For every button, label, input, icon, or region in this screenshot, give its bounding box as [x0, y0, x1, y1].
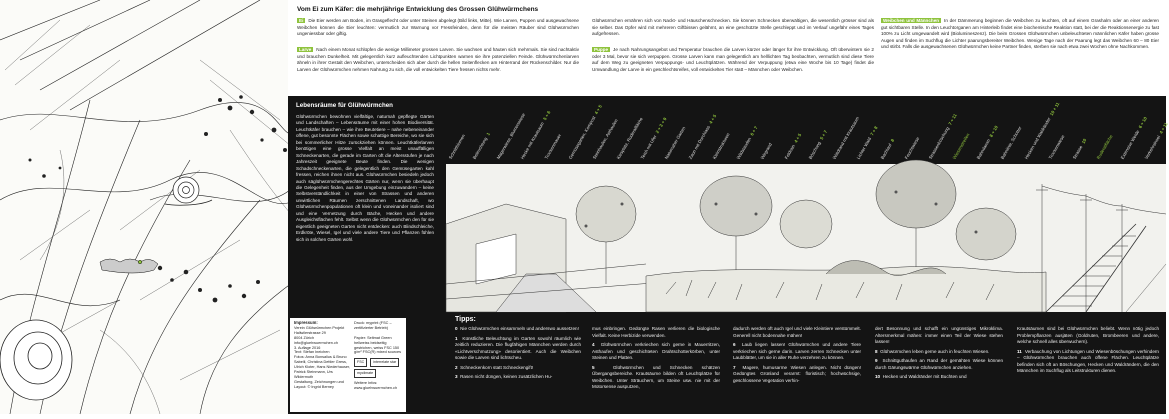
- tip-item: [455, 374, 581, 381]
- habitat-label: [1000, 126, 1023, 160]
- habitat-label-text: Steinhaufen, Asthaufen: [591, 118, 619, 160]
- habitat-label: [760, 142, 773, 160]
- stage-egg-paragraph: [297, 18, 579, 38]
- habitat-label-text: Wildstauden: [735, 136, 753, 160]
- habitat-label-text: Strassenböschung: [927, 125, 951, 160]
- tips-column-3: [733, 326, 861, 387]
- habitat-label-tip-number: 1: [485, 131, 491, 137]
- tips-column-5: [1017, 326, 1159, 378]
- paper-info: Papier: Seltmat Green hellweiss beidseitig gestrichen, weiss FSC 150 g/m² FSC(R) mixed sources: [354, 335, 402, 355]
- habitat-label-text: Waldrand mit Krautsaum: [831, 115, 861, 160]
- habitat-label-text: Strasse: [1071, 144, 1084, 160]
- tip-number: 10: [875, 374, 883, 379]
- tips-column-2: [592, 326, 720, 394]
- tip-number: 7: [733, 364, 743, 370]
- habitat-label-text: Bahndamm: [975, 138, 992, 160]
- habitat-label: [1048, 134, 1066, 160]
- left-garden-illustration: [0, 0, 296, 414]
- habitat-label-tip-number: 5 + 6: [542, 109, 552, 122]
- habitat-text-box: [288, 98, 440, 304]
- habitat-label-text: Gemüsegarten, Kompost: [567, 115, 597, 160]
- tip-text: Glühwürmchen verkriechen sich gerne in Mauerritzen, Asthaufen und geschichteten Drahtschotterkörben, unter Steinen und Platten.: [592, 342, 720, 360]
- habitat-label-text: Schnittblumen: [447, 133, 466, 160]
- tip-text: Glühwürmchen leben gerne auch in feuchten Wiesen.: [880, 348, 990, 354]
- tip-item: [733, 342, 861, 362]
- tip-item: [455, 326, 581, 333]
- myclimate-logo: myclimate: [354, 369, 376, 378]
- habitat-label: [1120, 116, 1148, 160]
- habitat-label: [1072, 138, 1088, 160]
- tips-column-1: [455, 326, 581, 384]
- habitat-label-strip: [446, 98, 1169, 164]
- imprint-right: [354, 321, 404, 391]
- stage-adult-paragraph: [881, 18, 1159, 51]
- tip-number: 0: [455, 326, 461, 331]
- tip-text: Hecken und Waldränder mit Buchten und: [882, 374, 967, 379]
- imprint-line: 8004 Zürich: [294, 335, 315, 340]
- tips-column-4: [875, 326, 1003, 384]
- tip-item: [455, 336, 581, 362]
- habitat-label: [880, 138, 896, 160]
- habitat-label-text: Extensive Weide: [1119, 129, 1141, 160]
- imprint-left: [294, 321, 352, 390]
- habitat-label-text: Feldrain: [783, 143, 796, 160]
- imprint-line: Fotos: Anna Bonsalius & Bruno Sabelli, Christina Dettler Gress, Ulrich Kloter, Hans Niederhauser, Patrick Steinmann, Urs Wildermuth: [294, 355, 351, 379]
- habitat-label: [664, 126, 687, 160]
- food-paragraph: Glühwürmchen ernähren sich von Nackt- und Häuschenschnecken. Sie können Schnecken überwältigen, die wesentlich grösser sind als sie selber. Das Opfer wird mit mehreren Giftbissen gelähmt, an eine geschützte Stelle geschleppt und im Verlauf ungefähr eines Tages aufgefressen.: [592, 18, 874, 36]
- stage-larva-text: Nach einem Monat schlüpfen die wenige Millimeter grossen Larven. Sie wachsen und häuten sich mehrmals. Sie sind nachtaktiv und brauchen Dunkelheit. Mit gelegentlich kurz aufleuchtenden Lichtpunkten warnen sie ihre potenziellen Feinde. Glühwürmchenlarven ähneln in ihrer Gestalt den Weibchen, unterscheiden sich aber durch die hellen Seitenflecken am Hinterrand der Rückenschilder. Nur die Larven der Glühwürmchen nehmen Nahrung zu sich, die voll entwickelten Tiere fressen nichts mehr.: [297, 47, 579, 72]
- imprint-email[interactable]: info@gluehwuermchen.ch: [294, 340, 338, 345]
- tip-number: 4: [592, 342, 601, 347]
- tip-item: [1017, 349, 1159, 375]
- tip-text: Krautsäumen sind bei Glühwürmchen beliebt. Wenn nötig jedoch Problempflanzen ausjäten (Goldruten, Brombeeren und andere, welche schnell alles überwuchern).: [1017, 326, 1159, 344]
- stage-egg-label: Ei: [299, 18, 304, 23]
- tip-item: [592, 342, 720, 362]
- habitat-label: [544, 133, 562, 160]
- tip-item: [875, 358, 1003, 371]
- stage-pupa-text: Je nach Nahrungsangebot und Temperatur brauchen die Larven kürzer oder länger für ihre Entwicklung. Oft überwintern sie 2 oder 3 Mal, bevor sie sich verpuppen. Grosse Larven kann man gelegentlich am helllichten Tag beobachten, vermutlich sind diese Tiere auf dem Weg zu geeigneten Verpuppungs- und Leuchtplätzen. Während der Verpuppung (etwa eine Woche bis 10 Tage) findet die Umwandlung der Larve in ein geschlechtsreifes, voll entwickeltes Tier statt – Männchen oder Weibchen.: [592, 47, 874, 72]
- imprint-heading: Impressum:: [294, 320, 318, 325]
- habitat-label-tip-number: 6 + 10: [1137, 115, 1148, 130]
- tip-number: 5: [592, 364, 613, 370]
- landscape-drawing: [446, 164, 1166, 312]
- habitat-label-text: Trockenwiese: [1047, 134, 1066, 160]
- tip-number: 3: [455, 374, 461, 379]
- tips-title: Tipps:: [455, 316, 476, 323]
- glowworm-grass-drawing: [0, 0, 296, 414]
- habitat-label-text: Magerwiese, Blumenwiese: [495, 112, 527, 160]
- habitat-label-text: Kiesplatz, Ruderalfläche: [615, 116, 644, 160]
- stage-larva-paragraph: [297, 47, 579, 73]
- habitat-label-tip-number: 6 + 7: [749, 125, 759, 137]
- habitat-label-text: Lichter Wald: [855, 136, 873, 160]
- habitat-label-text: Bachlauf: [879, 142, 893, 160]
- stage-adult-text: In der Dämmerung beginnen die Weibchen zu leuchten, oft auf einem Grashalm oder an einer anderen gut sichtbaren Stelle. In den Leuchtorganen am Hinterleib findet eine biochemische Reaktion statt, bei der die Reaktionsenergie zu fast 100% zu Licht umgewandelt wird (Biolumineszenz). Die beim Grossen Glühwürmchen unbeleuchteten männlichen Käfer haben grosse Augen und finden im Suchflug die Lichter paarungsbereiter Weibchen. Wenige Tage nach der Paarung legt das Weibchen 60 – 80 Eier und stirbt. Falls die ausgewachsenen Glühwürmchen keine Partner finden, sterben sie nach etwa zwei Wochen ohne Nachkommen.: [881, 18, 1159, 49]
- tip-text: mus einbringen. Gedüngte Rasen verlieren die biologische Vielfalt. Keine Herbizide verwenden.: [592, 326, 720, 338]
- tip-text: Glühwürmchen und Schnecken schätzen Übergangsbereiche. Krautsäume bilden oft Leuchtplätze für Weibchen. Unter Sträuchern, um Steine usw. nie mit der Motorsense ausputzen,: [592, 364, 720, 389]
- habitat-label-tip-number: 8: [889, 137, 896, 143]
- habitat-label-text: Teich mit Ufer: [639, 134, 658, 160]
- tip-text: dadurch werden oft auch Igel und viele Kleintiere verstümmelt. Generell nicht bodennahe mähen!: [733, 326, 861, 338]
- tip-item: [733, 326, 861, 339]
- habitat-label-tip-number: 4 + 5: [793, 132, 803, 144]
- page-title: Vom Ei zum Käfer: die mehrjährige Entwicklung des Grossen Glühwürmchens: [297, 6, 539, 13]
- tip-number: 2: [455, 364, 461, 370]
- tip-number: 1: [455, 335, 463, 341]
- habitat-text: Glühwürmchen bewohnen vielfältige, naturnah gepflegte Gärten und Landschaften – Lebensräume mit einer hohen Biodiversität. Leuchtkäfer brauchen – wie ihre Beutetiere – nahe nebeneinander offene, gut besonnte Flächen sowie schattige Bereiche, wo sie sich bei sommerlicher Hitze zurückziehen können. Leuchtkäferlarven benötigen eine grosse Vielfalt an meist unauffälligen Schneckenarten, die gerade im Garten oft die Altersstufen je nach Jahreszeit geeignete Beute finden. Die wenigen Schadschneckenarten, die gelegentlich den Gemüsegarten kahl fressen, reichen ihnen nicht aus. Glühwürmchen besiedeln jedoch auch säglühwürmchengerechtes Gärten nur, wenn sie überhaupt die Gelegenheit finden, aus der Umgebung einzuwandern – keine Selbstverständlichkeit in einer von Strassen und anderen unwirtlichen Räumen zerschnittenen Landschaft, wo Glühwürmchenpopulationen oft klein und voneinander isoliert sind und eine Vernetzung durch Bäche, Hecken und andere Ausgleichsflächen fehlt. Selbst wenn die Glühwürmchen den für sie eigentlich geeigneten Garten nicht entdecken: auch Blindschleiche, Erdkröte, Wiesel, Igel und viele andere Tiere und Pflanzen fühlen sich in solchen Gärten wohl.: [296, 114, 434, 242]
- habitat-label-tip-number: 4 + 5: [708, 113, 718, 125]
- habitat-label: [712, 132, 731, 160]
- interrelate-logo: interrelate star: [370, 358, 399, 367]
- tip-text: dert Besonnung und schafft ein ungünstiges Mikroklima. Altersmerkmal mähen: immer einen Teil der Wiese stehen lassen!: [875, 326, 1003, 344]
- stage-larva-label: Larve: [299, 47, 312, 52]
- glowworm-larva-drawing: [100, 259, 158, 273]
- habitat-label: [832, 116, 860, 160]
- tip-item: [592, 365, 720, 391]
- habitat-label: [1096, 134, 1114, 160]
- fsc-logo: FSC: [354, 358, 367, 367]
- tip-text: Schneckenkorn statt Schneckengift!: [460, 364, 534, 370]
- large-snail-shell-drawing: [0, 320, 72, 400]
- tip-item: [733, 365, 861, 385]
- habitat-label: [736, 125, 759, 160]
- habitat-title: Lebensräume für Glühwürmchen: [296, 102, 393, 109]
- habitat-label-text: Feuchtwiese: [903, 136, 921, 160]
- stage-adult-label: Weibchen und Männchen: [883, 18, 940, 23]
- tip-item: [455, 365, 581, 372]
- habitat-label-text: Hecken und Waldränder: [1023, 116, 1052, 160]
- habitat-label-text: Naturnaher Garten: [663, 125, 687, 160]
- habitat-label: [448, 133, 466, 160]
- habitat-label: [616, 116, 644, 160]
- tip-text: Schnittguthaufen an Rand der gemähten Wiese können durch Gärungswärme Glühwürmchen anziehen.: [875, 358, 1003, 370]
- tip-text: Nie Glühwürmchen einsammeln und anderswo aussetzen!: [460, 326, 579, 331]
- imprint-line: Verein Glühwürmchen Projekt: [294, 325, 345, 330]
- habitat-label: [592, 118, 619, 160]
- habitat-label-tip-number: 7 + 8: [869, 125, 879, 137]
- habitat-label: [784, 133, 803, 160]
- imprint-box: [290, 318, 406, 412]
- habitat-label-tip-number: 2 + 3 + 9: [654, 116, 668, 135]
- tip-text: Verbauchung von Lichtungen und Wiesenböschungen verhindern – Glühwürmchen brauchen auch offene Flächen. Leuchtplätze befinden sich oft an Böschungen, Hecken und Waldrändern, die den Männchen im Suchflug als Leitstrukturen dienen.: [1017, 348, 1159, 373]
- tip-item: [1017, 326, 1159, 346]
- web-info[interactable]: Weitere Infos: www.gluehwuermchen.ch: [354, 381, 398, 391]
- habitat-label-tip-number: 5 + 7: [818, 129, 829, 141]
- habitat-label: [976, 125, 999, 160]
- habitat-label: [856, 125, 879, 160]
- stage-egg-text: Die Eier werden am Boden, im Grasgeflecht oder unter Steinen abgelegt (Bild links, Mitte). Wie Larven, Puppen und ausgewachsene Weibchen können die Eier leuchten: vermutlich zur Warnung vor Fressfeinden, denn für die meisten Räuber sind Glühwürmchen ungeniessbar oder giftig.: [297, 18, 579, 36]
- habitat-label-tip-number: 7 + 11: [947, 112, 958, 126]
- habitat-label-text: Zaun mit Durchlass: [687, 124, 711, 160]
- habitat-label-text: Beleuchtung: [471, 136, 489, 160]
- habitat-label: [472, 132, 491, 160]
- habitat-label-text: Ruderalfläche: [1095, 134, 1114, 160]
- habitat-label-text: Böschung: [807, 140, 822, 160]
- tip-text: Künstliche Beleuchtung im Garten sowohl räumlich wie zeitlich reduzieren. Die flugfähigen Männchen werden durch «Lichtverschmutzung» desorientiert. Auch die Weibchen sowie die Larven sind lichtscheu.: [455, 335, 581, 360]
- imprint-line: Text: Stefan Ineichen: [294, 350, 330, 355]
- landscape-panorama: [446, 164, 1166, 312]
- tip-text: Magere, humusarme Wiesen anlegen. Nicht düngen! Gedüngtes Grünland verarmt: floristisch; hochwüchsige, geschlossene Vegetation verhin-: [733, 364, 862, 383]
- habitat-label: [808, 129, 829, 160]
- tip-number: 8: [875, 348, 881, 354]
- tip-number: 6: [733, 342, 742, 347]
- habitat-label: [952, 132, 971, 160]
- habitat-label-text: Hecke mit Krautsaum: [519, 121, 545, 160]
- habitat-label-text: Wiesenstreifen: [951, 132, 971, 160]
- tip-item: [875, 326, 1003, 346]
- tip-text: Rasen nicht düngen, keinen zusätzlichen Hu-: [460, 374, 553, 379]
- habitat-label-text: Trockenmauer: [543, 133, 563, 160]
- tip-item: [875, 374, 1003, 381]
- habitat-label-tip-number: 8 + 10: [988, 124, 999, 138]
- habitat-label-text: Verkehrsinsel: [1143, 134, 1162, 160]
- habitat-label-text: Bahnlinie, Schotter: [999, 125, 1023, 160]
- stage-pupa-paragraph: [592, 47, 874, 73]
- habitat-label-tip-number: 4 + 5: [593, 104, 603, 116]
- habitat-label-text: Kleinstrukturen: [711, 132, 731, 160]
- imprint-line: Hallwilerstrasse 29: [294, 330, 326, 335]
- habitat-label: [904, 136, 921, 160]
- habitat-label: [1144, 122, 1169, 160]
- tip-text: Laub liegen lassen! Glühwürmchen und andere Tiere verkriechen sich gerne darin. Larven zerren Schnecken unter Laubblätter, um sie in aller Ruhe verzehren zu können.: [733, 342, 861, 360]
- tip-item: [875, 349, 1003, 356]
- habitat-label-text: Wegrand: [759, 142, 773, 160]
- habitat-label: [640, 117, 668, 160]
- habitat-label-tip-number: 4 + 11: [1158, 121, 1169, 135]
- tip-number: 9: [875, 358, 883, 363]
- tip-item: [592, 326, 720, 339]
- imprint-line: Gestaltung, Zeichnungen und Layout: © Ingrid Berney: [294, 379, 344, 389]
- habitat-label-tip-number: 10 + 11: [1048, 101, 1061, 117]
- habitat-label-tip-number: 10: [1080, 137, 1088, 145]
- imprint-line: 3. Auflage 2016: [294, 345, 321, 350]
- print-info: Druck: myprint (FSC – zertifizierter Betrieb): [354, 321, 392, 330]
- tip-number: 11: [1017, 348, 1025, 354]
- stage-pupa-label: Puppe: [594, 47, 609, 52]
